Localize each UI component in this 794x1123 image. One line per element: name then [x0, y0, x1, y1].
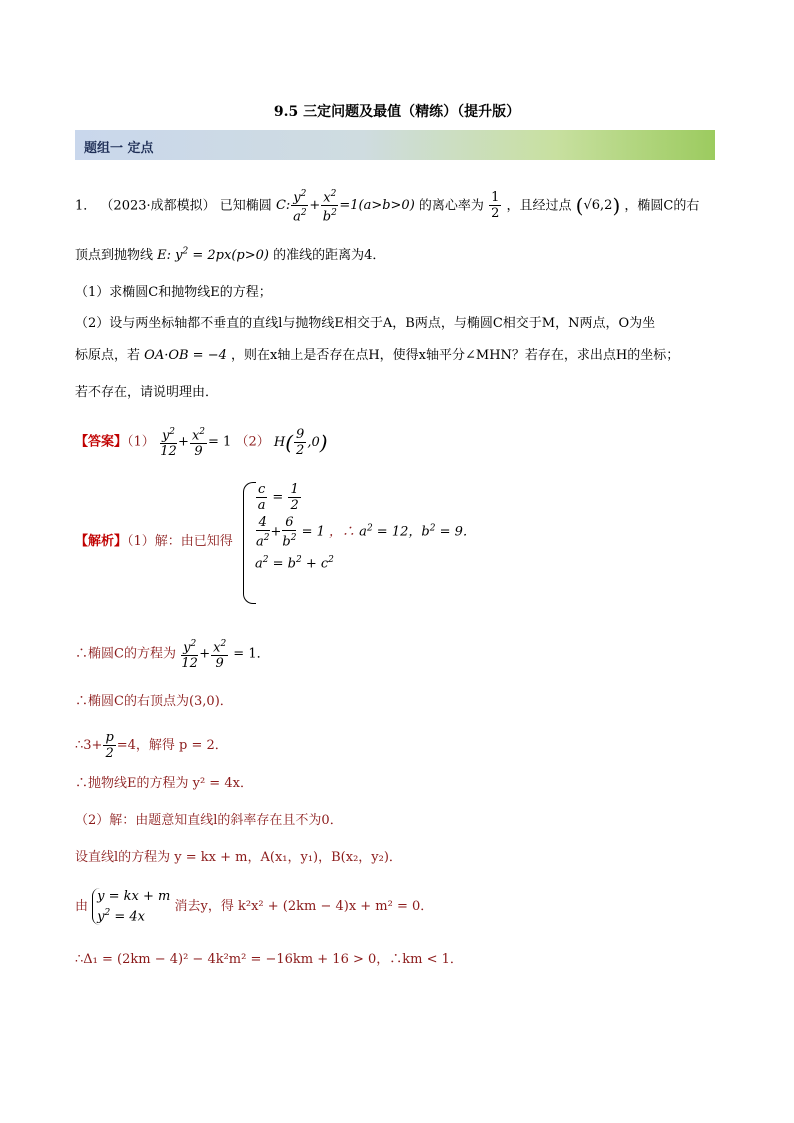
- parabola-equation: E: $y^2 = 2px(p>0)$: [157, 246, 269, 263]
- solution-step-3: ∴3+ $\frac{p}{2}$ =4，解得 p = 2．: [75, 730, 228, 761]
- solution-step-6: 设直线l的方程为 y = kx + m，A(x₁，y₁)，B(x₂，y₂)．: [75, 850, 402, 865]
- point-coord: (√6,2): [575, 193, 621, 218]
- answer-tag: 【答案】: [75, 434, 128, 450]
- problem-line-2: 顶点到抛物线 E: $y^2 = 2px(p>0)$ 的准线的距离为4．: [75, 246, 386, 263]
- solution-tag: 【解析】: [75, 534, 128, 549]
- question-2-line-3: 若不存在，请说明理由．: [75, 385, 219, 400]
- eccentricity-value: $\frac{1}{2}$: [491, 190, 500, 222]
- page-title: 9.5 三定问题及最值（精练）（提升版）: [273, 104, 521, 120]
- solution-step-2: ∴椭圆C的右顶点为(3,0)．: [75, 694, 233, 709]
- solution-step-7: 由 y = kx + m $y^2 = 4x$ 消去y，得 k²x² + (2km − 4)x + m² = 0．: [75, 889, 434, 925]
- solution-step-4: ∴抛物线E的方程为 y² = 4x．: [75, 776, 253, 791]
- problem-number: 1．: [75, 198, 97, 214]
- question-2-line-2: 标原点，若 OA·OB = −4 ，则在x轴上是否存在点H，使得x轴平分∠MHN？若存在，求出点H的坐标；: [75, 348, 680, 363]
- section-banner: [75, 130, 715, 160]
- solution-step-8: ∴Δ₁ = (2km − 4)² − 4k²m² = −16km + 16 > 0，∴km < 1．: [75, 952, 463, 967]
- problem-source: （2023·成都模拟）: [100, 198, 216, 214]
- section-label: 题组一 定点: [84, 141, 154, 156]
- point-h: H( $\frac{9}{2}$ ,0): [273, 426, 328, 458]
- solution-step-1: ∴椭圆C的方程为 $\frac{y^2}{12}$ + $\frac{x^2}{9}$ = 1．: [75, 639, 270, 672]
- question-1: （1）求椭圆C和抛物线E的方程；: [75, 285, 272, 300]
- ellipse-equation: C: $\frac{y^2}{a^2}$ + $\frac{x^2}{b^2}$ =1(a>b>0): [275, 189, 415, 225]
- problem-line-1: 1． （2023·成都模拟） 已知椭圆 C: $\frac{y^2}{a^2}$ + $\frac{x^2}{b^2}$ =1(a>b>0) 的离心率为 $\frac{1}{2}$ ，且经过点 (√6,2) ，椭圆C的右: [75, 189, 700, 225]
- answer-line: 【答案】（1） $\frac{y^2}{12}$ + $\frac{x^2}{9}$ = 1 （2） H( $\frac{9}{2}$ ,0): [75, 426, 328, 460]
- question-2-line-1: （2）设与两坐标轴都不垂直的直线l与抛物线E相交于A，B两点，与椭圆C相交于M，N两点，O为坐: [75, 316, 656, 331]
- solution-step-5: （2）解：由题意知直线l的斜率存在且不为0．: [75, 813, 343, 828]
- dot-product: OA·OB = −4: [144, 348, 227, 363]
